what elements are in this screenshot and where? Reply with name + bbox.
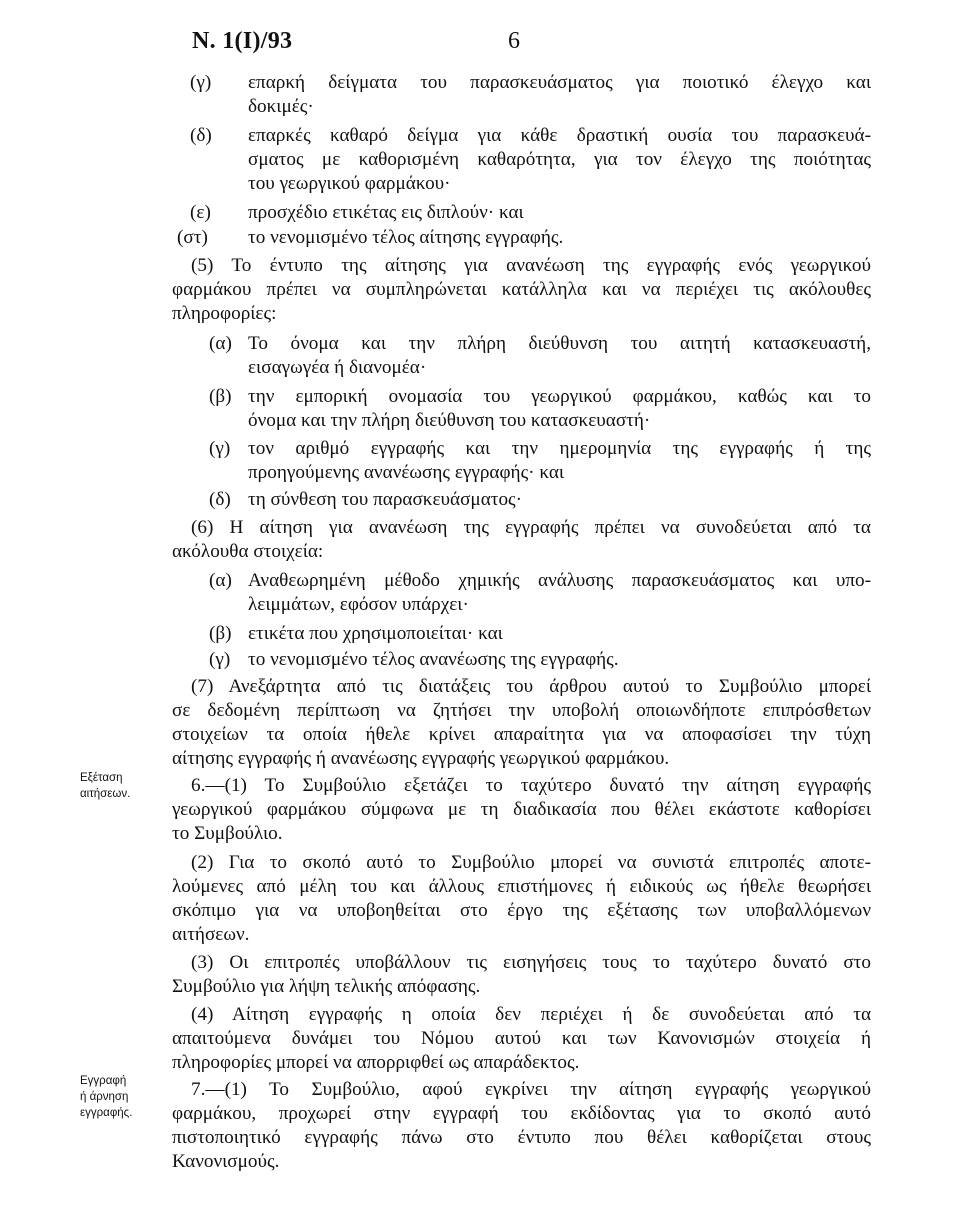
- text-line: πληροφορίες:: [172, 303, 277, 324]
- text-line: Κανονισμούς.: [172, 1151, 280, 1172]
- item-label: (β): [209, 386, 232, 407]
- item-label: (δ): [209, 489, 231, 510]
- margin-note-examination: Εξέταση αιτήσεων.: [80, 772, 131, 800]
- text-line: τη σύνθεση του παρασκευάσματος·: [248, 489, 523, 510]
- text-line: το νενομισμένο τέλος ανανέωσης της εγγραφής.: [248, 649, 619, 670]
- text-line: γεωργικού φαρμάκου σύμφωνα με τη διαδικασία που θέλει εκάστοτε καθορίσει: [172, 799, 871, 820]
- text-line: το νενομισμένο τέλος αίτησης εγγραφής.: [248, 227, 564, 248]
- text-line: (7) Ανεξάρτητα από τις διατάξεις του άρθρου αυτού το Συμβούλιο μπορεί: [191, 676, 871, 697]
- text-line: επαρκή δείγματα του παρασκευάσματος για ποιοτικό έλεγχο και: [248, 72, 871, 93]
- text-line: 6.—(1) Το Συμβούλιο εξετάζει το ταχύτερο δυνατό την αίτηση εγγραφής: [191, 775, 871, 796]
- text-line: το Συμβούλιο.: [172, 823, 283, 844]
- text-line: του γεωργικού φαρμάκου·: [248, 173, 451, 194]
- item-label: (γ): [190, 72, 212, 93]
- text-line: όνομα και την πλήρη διεύθυνση του κατασκευαστή·: [248, 410, 651, 431]
- text-line: 7.—(1) Το Συμβούλιο, αφού εγκρίνει την αίτηση εγγραφής γεωργικού: [191, 1079, 871, 1100]
- text-line: σματος με καθορισμένη καθαρότητα, για τον έλεγχο της ποιότητας: [248, 149, 871, 170]
- text-line: λειμμάτων, εφόσον υπάρχει·: [248, 594, 469, 615]
- text-line: πληροφορίες μπορεί να απορριφθεί ως απαράδεκτος.: [172, 1052, 580, 1073]
- text-line: προηγούμενης ανανέωσης εγγραφής· και: [248, 462, 565, 483]
- item-label: (α): [209, 570, 232, 591]
- act-number: Ν. 1(Ι)/93: [192, 28, 293, 54]
- text-line: προσχέδιο ετικέτας εις διπλούν· και: [248, 202, 524, 223]
- text-line: (3) Οι επιτροπές υποβάλλουν τις εισηγήσεις τους το ταχύτερο δυνατό στο: [191, 952, 871, 973]
- text-line: φαρμάκου, προχωρεί στην εγγραφή του εκδίδοντας για το σκοπό αυτό: [172, 1103, 871, 1124]
- item-label: (β): [209, 623, 232, 644]
- item-label: (α): [209, 333, 232, 354]
- text-line: Αναθεωρημένη μέθοδο χημικής ανάλυσης παρασκευάσματος και υπο-: [248, 570, 871, 591]
- text-line: Το όνομα και την πλήρη διεύθυνση του αιτητή κατασκευαστή,: [248, 333, 871, 354]
- text-line: πιστοποιητικό εγγραφής πάνω στο έντυπο που θέλει καθορίζεται στους: [172, 1127, 871, 1148]
- text-line: φαρμάκου πρέπει να συμπληρώνεται κατάλληλα και να περιέχει τις ακόλουθες: [172, 279, 871, 300]
- text-line: την εμπορική ονομασία του γεωργικού φαρμάκου, καθώς και το: [248, 386, 871, 407]
- margin-note-registration: Εγγραφή ή άρνηση εγγραφής.: [80, 1075, 133, 1119]
- text-line: στοιχείων τα οποία ήθελε κρίνει απαραίτητα για να αποφασίσει την τύχη: [172, 724, 871, 745]
- text-line: απαιτούμενα δυνάμει του Νόμου αυτού και των Κανονισμών στοιχεία ή: [172, 1028, 871, 1049]
- text-line: επαρκές καθαρό δείγμα για κάθε δραστική ουσία του παρασκευά-: [248, 125, 871, 146]
- text-line: σε δεδομένη περίπτωση να ζητήσει την υποβολή οποιωνδήποτε επιπρόσθετων: [172, 700, 871, 721]
- item-label: (γ): [209, 438, 231, 459]
- text-line: (5) Το έντυπο της αίτησης για ανανέωση της εγγραφής ενός γεωργικού: [191, 255, 871, 276]
- text-line: (4) Αίτηση εγγραφής η οποία δεν περιέχει ή δε συνοδεύεται από τα: [191, 1004, 871, 1025]
- item-label: (ε): [190, 202, 211, 223]
- item-label: (στ): [177, 227, 208, 248]
- text-line: αίτησης εγγραφής ή ανανέωσης εγγραφής γεωργικού φαρμάκου.: [172, 748, 670, 769]
- page-number: 6: [508, 28, 520, 54]
- item-label: (δ): [190, 125, 212, 146]
- text-line: (2) Για το σκοπό αυτό το Συμβούλιο μπορεί να συνιστά επιτροπές αποτε-: [191, 852, 871, 873]
- item-label: (γ): [209, 649, 231, 670]
- text-line: Συμβούλιο για λήψη τελικής απόφασης.: [172, 976, 481, 997]
- text-line: αιτήσεων.: [172, 924, 250, 945]
- text-line: ετικέτα που χρησιμοποιείται· και: [248, 623, 503, 644]
- text-line: δοκιμές·: [248, 96, 314, 117]
- text-line: σκόπιμο για να υποβοηθείται στο έργο της εξέτασης των υποβαλλόμενων: [172, 900, 871, 921]
- text-line: (6) Η αίτηση για ανανέωση της εγγραφής πρέπει να συνοδεύεται από τα: [191, 517, 871, 538]
- text-line: ακόλουθα στοιχεία:: [172, 541, 324, 562]
- text-line: εισαγωγέα ή διανομέα·: [248, 357, 427, 378]
- text-line: τον αριθμό εγγραφής και την ημερομηνία της εγγραφής ή της: [248, 438, 871, 459]
- text-line: λούμενες από μέλη του και άλλους επιστήμονες ή ειδικούς ως ήθελε θεωρήσει: [172, 876, 871, 897]
